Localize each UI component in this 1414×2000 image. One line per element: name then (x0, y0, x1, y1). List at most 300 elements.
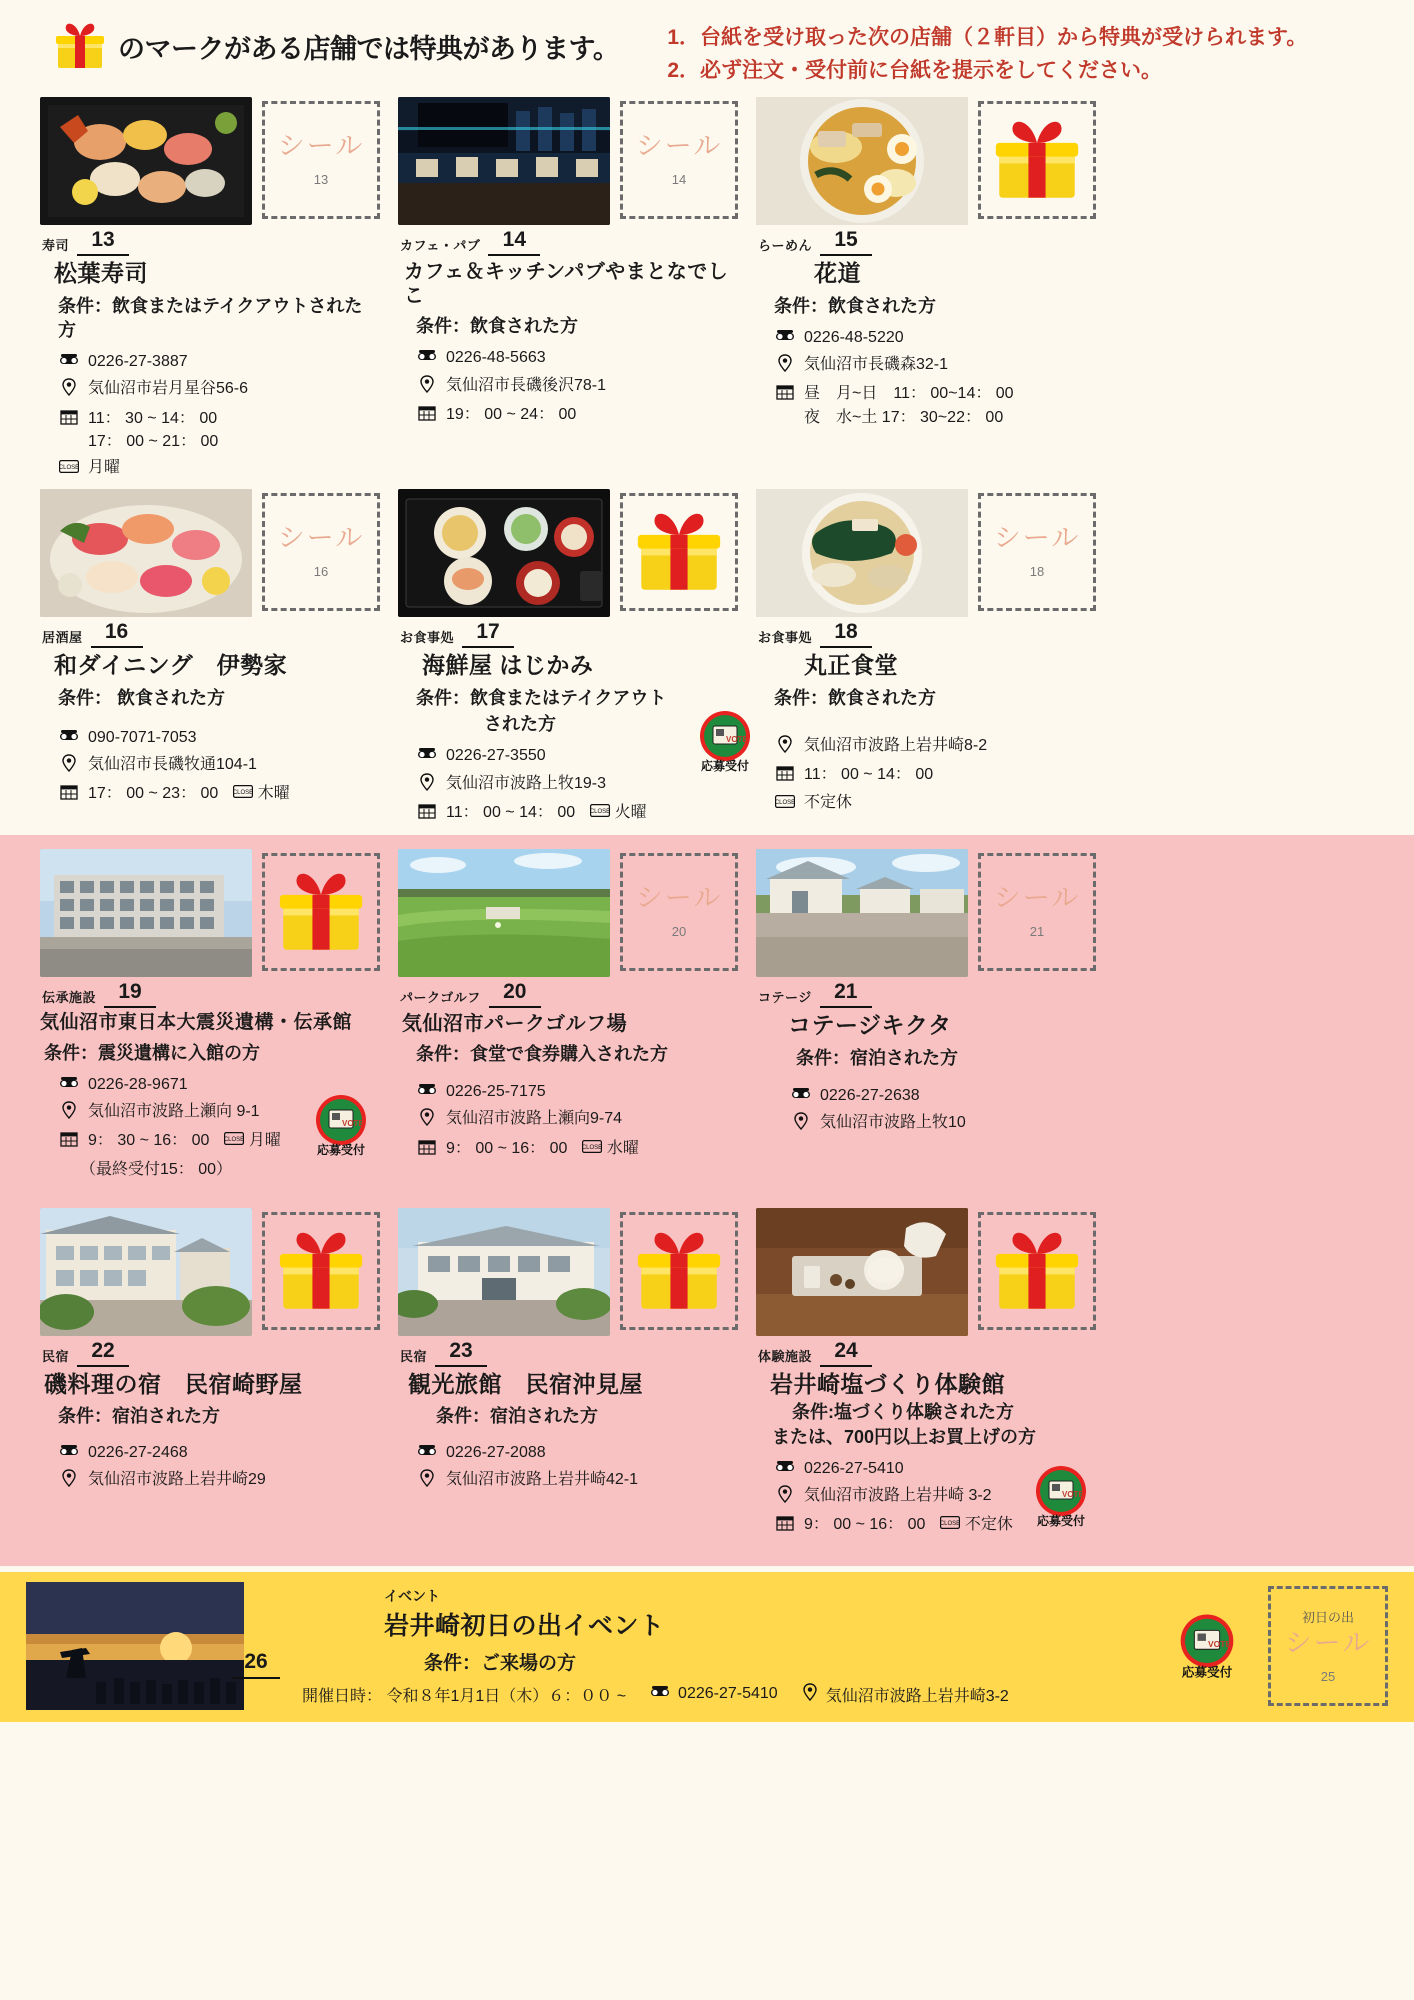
event-seal-label: シール (1284, 1628, 1372, 1659)
shop-category: 体験施設 (758, 1348, 813, 1364)
shop-closed: 不定休 (804, 794, 853, 812)
shop-closed: 木曜 (257, 785, 290, 803)
shop-number: 21 (834, 979, 858, 1003)
shop-tel-row (416, 744, 732, 768)
shop-condition: 条件：飲食された方 (416, 316, 578, 337)
shop-category: 民宿 (42, 1348, 70, 1364)
shop-hours (804, 382, 1090, 428)
event-address-row (802, 1683, 1009, 1706)
shop-number: 23 (449, 1338, 473, 1362)
shop-photo-minshuku-sakinoya (40, 1208, 252, 1336)
vote-badge (1024, 1456, 1098, 1535)
telephone-icon (416, 1080, 438, 1104)
shop-media (398, 1208, 732, 1336)
shop-media (756, 97, 1090, 225)
shop-row-2 (28, 489, 1386, 829)
shop-numline (756, 1340, 1090, 1367)
seal-label: シール (277, 523, 365, 554)
shop-address: 気仙沼市波路上牧10 (820, 1114, 966, 1132)
close-icon (224, 1129, 244, 1152)
gift-slot-15 (978, 101, 1096, 219)
seal-number: 18 (1029, 564, 1045, 580)
gift-icon (273, 864, 369, 960)
seal-label: シール (277, 131, 365, 162)
shop-hours: 9： 00 ~ 16： 00 (804, 1516, 926, 1534)
gift-slot-19 (262, 853, 380, 971)
shop-name: 磯料理の宿 民宿崎野屋 (44, 1370, 303, 1397)
shop-tel-row (416, 1080, 732, 1104)
event-tel-row (650, 1685, 778, 1704)
shop-category: 民宿 (400, 1348, 428, 1364)
shop-category: お食事処 (400, 630, 455, 646)
shop-row-3 (28, 849, 1386, 1184)
shop-info (790, 1084, 1090, 1137)
telephone-icon (790, 1084, 812, 1108)
shop-media (40, 489, 374, 617)
shop-name: コテージキクタ (788, 1011, 952, 1038)
gift-icon (631, 504, 727, 600)
shop-address-row (58, 753, 374, 779)
shop-tel-row (790, 1084, 1090, 1108)
shop-hours-row (774, 763, 1090, 788)
event-details (258, 1586, 1154, 1706)
shop-category: パークゴルフ (400, 989, 481, 1005)
telephone-icon (58, 350, 80, 374)
section-pink (0, 835, 1414, 1566)
header-note-2: 2．必ず注文・受付前に台紙を提示をしてください。 (667, 58, 1163, 82)
map-pin-icon (58, 1100, 80, 1126)
event-bottom-row (302, 1683, 1154, 1706)
shop-hours-row (416, 1137, 732, 1162)
shop-number: 15 (834, 228, 858, 252)
shop-address-row (58, 377, 374, 403)
calendar-icon (774, 1513, 796, 1538)
shop-name: 海鮮屋 はじかみ (422, 652, 594, 679)
seal-slot-16 (262, 493, 380, 611)
shop-hours-line: 昼 月~日 11： 00~14： 00 (804, 385, 1014, 403)
shop-tel-row (58, 1441, 374, 1465)
shop-number: 13 (91, 228, 115, 252)
event-numline (232, 1650, 280, 1679)
svg-text:CLOSE: CLOSE (232, 790, 253, 797)
shop-hours-row (416, 801, 732, 826)
shop-hours: 9： 00 ~ 16： 00 (446, 1139, 568, 1157)
shop-closed: 不定休 (964, 1516, 1013, 1534)
map-pin-icon (416, 1107, 438, 1133)
map-pin-icon (774, 734, 796, 760)
shop-tel: 0226-27-5410 (804, 1460, 904, 1477)
shop-info (416, 1441, 732, 1494)
event-number: 26 (244, 1649, 268, 1673)
shop-category: 伝承施設 (42, 989, 97, 1005)
seal-number: 13 (313, 172, 329, 188)
shop-card-15 (744, 97, 1102, 483)
shop-card-20 (386, 849, 744, 1184)
shop-category: お食事処 (758, 630, 813, 646)
shop-info (58, 1441, 374, 1494)
shop-closed-row (774, 791, 1090, 815)
shop-tel: 0226-48-5220 (804, 328, 904, 346)
svg-text:応募受付: 応募受付 (1036, 1513, 1086, 1528)
shop-tel-row (416, 346, 732, 370)
telephone-icon (650, 1685, 670, 1704)
shop-card-23 (386, 1208, 744, 1542)
map-pin-icon (58, 377, 80, 403)
shop-hours-note: （最終受付15： 00） (80, 1160, 233, 1178)
gift-icon (989, 112, 1085, 208)
shop-hours-row (58, 782, 374, 807)
shop-condition-2: された方 (484, 714, 556, 735)
shop-photo-salt-making (756, 1208, 968, 1336)
shop-photo-dark-bar (398, 97, 610, 225)
shop-media (40, 1208, 374, 1336)
telephone-icon (58, 1073, 80, 1097)
close-icon (590, 801, 610, 824)
shop-numline (398, 229, 732, 256)
shop-category: コテージ (758, 989, 812, 1005)
shop-info (58, 726, 374, 808)
shop-address: 気仙沼市波路上岩井崎29 (88, 1470, 266, 1488)
map-pin-icon (790, 1111, 812, 1137)
svg-text:VOTE: VOTE (342, 1118, 364, 1128)
shop-condition: 条件：食堂で食券購入された方 (416, 1043, 668, 1064)
shop-hours: 11： 00 ~ 14： 00 (804, 766, 934, 784)
seal-slot-14 (620, 101, 738, 219)
shop-category: 居酒屋 (42, 630, 83, 646)
shop-condition: 条件:塩づくり体験された方 (792, 1402, 1014, 1423)
shop-number: 17 (476, 620, 500, 644)
shop-address: 気仙沼市長磯後沢78-1 (446, 376, 607, 394)
telephone-icon (774, 1457, 796, 1481)
vote-badge (1168, 1604, 1246, 1687)
calendar-icon (774, 763, 796, 788)
svg-text:VOTE: VOTE (1062, 1489, 1084, 1499)
gift-icon (52, 18, 108, 74)
seal-label: シール (993, 882, 1081, 913)
shop-media (40, 97, 374, 225)
shop-numline (756, 621, 1090, 648)
shop-photo-okimiya (398, 1208, 610, 1336)
shop-name: 和ダイニング 伊勢家 (54, 652, 288, 679)
shop-hours: 11： 00 ~ 14： 00 (446, 803, 576, 821)
shop-tel: 0226-27-3887 (88, 353, 188, 371)
page-header (0, 0, 1414, 97)
shop-photo-cottage (756, 849, 968, 977)
shop-condition: 条件：宿泊された方 (796, 1047, 958, 1068)
event-photo-sunrise-silhouette (26, 1582, 244, 1710)
shop-address-row (790, 1111, 1090, 1137)
telephone-icon (58, 1441, 80, 1465)
shop-hours-row (58, 407, 374, 453)
shop-number: 16 (104, 620, 129, 644)
shop-name: 丸正食堂 (804, 652, 898, 679)
shop-tel-row (58, 350, 374, 374)
shop-address: 気仙沼市岩月星谷56-6 (88, 380, 249, 398)
shop-number: 19 (118, 979, 142, 1003)
shop-address: 気仙沼市波路上瀬向 9-1 (88, 1103, 260, 1121)
shop-photo-kaisen-set (398, 489, 610, 617)
gift-icon (989, 1223, 1085, 1319)
seal-slot-13 (262, 101, 380, 219)
shop-address-row (416, 772, 732, 798)
shop-address: 気仙沼市長磯牧通104-1 (88, 756, 257, 774)
shop-card-13 (28, 97, 386, 483)
event-tel: 0226-27-5410 (678, 1685, 778, 1703)
header-note-1: 1．台紙を受け取った次の店舗（２軒目）から特典が受けられます。 (667, 26, 1308, 49)
shop-address-row (58, 1468, 374, 1494)
shop-card-16 (28, 489, 386, 829)
shop-hours: 17： 00 ~ 23： 00 (88, 785, 219, 803)
gift-slot-22 (262, 1212, 380, 1330)
shop-address: 気仙沼市波路上岩井崎42-1 (446, 1470, 639, 1488)
shop-info (58, 350, 374, 480)
seal-label: シール (635, 882, 723, 913)
shop-numline (40, 229, 374, 256)
telephone-icon (416, 744, 438, 768)
close-icon (58, 456, 80, 480)
shop-numline (398, 621, 732, 648)
shop-photo-school-building (40, 849, 252, 977)
shop-photo-sushi-platter (40, 97, 252, 225)
shop-condition: 条件：宿泊された方 (58, 1406, 220, 1427)
svg-text:VOTE: VOTE (1208, 1639, 1231, 1650)
header-notes (637, 18, 1386, 87)
shop-address: 気仙沼市長磯森32-1 (804, 356, 949, 374)
shop-tel: 0226-27-2468 (88, 1443, 188, 1461)
map-pin-icon (416, 1468, 438, 1494)
shop-closed: 月曜 (248, 1132, 281, 1150)
shop-info (416, 346, 732, 428)
shop-address-row (774, 353, 1090, 379)
shop-tel-row (416, 1441, 732, 1465)
svg-text:CLOSE: CLOSE (775, 800, 795, 807)
shop-media (756, 489, 1090, 617)
event-address: 気仙沼市波路上岩井崎3-2 (825, 1687, 1009, 1705)
shop-photo-ramen-bowl (756, 97, 968, 225)
shop-card-14 (386, 97, 744, 483)
shop-hours: 19： 00 ~ 24： 00 (446, 405, 577, 423)
seal-number: 21 (1029, 923, 1045, 939)
shop-tel: 090-7071-7053 (88, 729, 197, 747)
calendar-icon (58, 1129, 80, 1154)
map-pin-icon (774, 353, 796, 379)
shop-name: 岩井崎塩づくり体験館 (770, 1370, 1005, 1397)
shop-number: 18 (834, 620, 858, 644)
shop-closed: 水曜 (606, 1139, 639, 1157)
shop-media (398, 489, 732, 617)
telephone-icon (774, 326, 796, 350)
shop-address: 気仙沼市波路上岩井崎8-2 (804, 737, 988, 755)
seal-slot-20 (620, 853, 738, 971)
shop-condition: 条件：宿泊された方 (436, 1406, 598, 1427)
shop-address-row (774, 734, 1090, 760)
gift-icon (631, 1223, 727, 1319)
telephone-icon (58, 726, 80, 750)
shop-tel-row (774, 326, 1090, 350)
shop-address-row (416, 374, 732, 400)
event-category: イベント (384, 1587, 440, 1604)
map-pin-icon (58, 1468, 80, 1494)
seal-number: 16 (313, 564, 329, 580)
svg-text:応募受付: 応募受付 (1181, 1665, 1233, 1680)
shop-media (398, 849, 732, 977)
gift-slot-17 (620, 493, 738, 611)
seal-slot-18 (978, 493, 1096, 611)
shop-tel: 0226-25-7175 (446, 1083, 546, 1101)
calendar-icon (58, 407, 80, 432)
shop-name: 松葉寿司 (54, 260, 148, 287)
shop-name: 気仙沼市東日本大震災遺構・伝承館 (40, 1011, 353, 1033)
event-title: 岩井崎初日の出イベント (384, 1611, 665, 1640)
vote-badge (304, 1085, 378, 1164)
shop-hours-line: 17： 00 ~ 21： 00 (88, 432, 219, 450)
shop-tel: 0226-28-9671 (88, 1076, 188, 1094)
event-condition: 条件：ご来場の方 (424, 1652, 577, 1674)
seal-slot-21 (978, 853, 1096, 971)
shop-photo-wakame-ramen (756, 489, 968, 617)
shop-media (756, 1208, 1090, 1336)
shop-info (416, 744, 732, 826)
svg-text:応募受付: 応募受付 (700, 759, 750, 774)
shop-info (416, 1080, 732, 1162)
event-datetime: 開催日時： 令和８年1月1日（木）６：００ ~ (302, 1687, 627, 1705)
shop-hours (88, 407, 374, 453)
telephone-icon (416, 1441, 438, 1465)
svg-text:CLOSE: CLOSE (59, 464, 79, 471)
shop-address-row (416, 1107, 732, 1133)
shop-card-21 (744, 849, 1102, 1184)
shop-name: 観光旅館 民宿沖見屋 (408, 1370, 643, 1397)
shop-condition: 条件：飲食またはテイクアウト (416, 687, 667, 708)
shop-hours-line: 夜 水~土 17： 30~22： 00 (804, 408, 1004, 426)
close-icon (774, 791, 796, 815)
shop-numline (398, 981, 732, 1008)
shop-media (398, 97, 732, 225)
telephone-icon (416, 346, 438, 370)
header-lead-text: のマークがある店舗では特典があります。 (118, 33, 620, 64)
shop-numline (398, 1340, 732, 1367)
shop-photo-sashimi-platter (40, 489, 252, 617)
seal-number: 14 (671, 172, 687, 188)
shop-info (774, 734, 1090, 816)
shop-media (40, 849, 374, 977)
event-seal-slot (1268, 1586, 1388, 1706)
event-seal-caption: 初日の出 (1301, 1610, 1354, 1626)
shop-closed: 火曜 (614, 803, 647, 821)
gift-slot-24 (978, 1212, 1096, 1330)
shop-card-22 (28, 1208, 386, 1542)
shop-closed-row (58, 456, 374, 480)
svg-text:CLOSE: CLOSE (939, 1521, 960, 1528)
section-cream (0, 97, 1414, 829)
shop-numline (40, 621, 374, 648)
close-icon (582, 1137, 602, 1160)
shop-address: 気仙沼市波路上牧19-3 (446, 774, 607, 792)
shop-condition: 条件：震災遺構に入館の方 (44, 1042, 260, 1063)
shop-hours-row (774, 382, 1090, 428)
shop-numline (40, 981, 374, 1008)
map-pin-icon (58, 753, 80, 779)
shop-photo-golf-course (398, 849, 610, 977)
shop-numline (756, 981, 1090, 1008)
shop-number: 22 (91, 1338, 115, 1362)
shop-card-24 (744, 1208, 1102, 1542)
shop-card-18 (744, 489, 1102, 829)
shop-name: 花道 (814, 260, 861, 287)
shop-name: カフェ＆キッチンパブやまとなでしこ (404, 261, 729, 308)
seal-number: 20 (671, 923, 687, 939)
calendar-icon (416, 1137, 438, 1162)
shop-tel: 0226-27-3550 (446, 747, 546, 765)
shop-name: 気仙沼市パークゴルフ場 (402, 1012, 628, 1035)
close-icon (233, 782, 253, 805)
shop-numline (40, 1340, 374, 1367)
shop-card-19 (28, 849, 386, 1184)
event-seal-number: 25 (1320, 1669, 1336, 1685)
shop-category: カフェ・パブ (400, 238, 481, 254)
svg-text:応募受付: 応募受付 (316, 1142, 366, 1157)
shop-numline (756, 229, 1090, 256)
shop-tel: 0226-27-2638 (820, 1086, 920, 1104)
header-lead (52, 18, 619, 74)
map-pin-icon (774, 1484, 796, 1510)
shop-condition-2: または、700円以上お買上げの方 (772, 1426, 1037, 1447)
shop-condition: 条件：飲食された方 (774, 687, 936, 708)
shop-row-1 (28, 97, 1386, 483)
shop-address: 気仙沼市波路上瀬向9-74 (446, 1110, 623, 1128)
svg-text:CLOSE: CLOSE (589, 808, 610, 815)
calendar-icon (58, 782, 80, 807)
gift-icon (273, 1223, 369, 1319)
shop-number: 20 (503, 979, 527, 1003)
seal-label: シール (993, 523, 1081, 554)
calendar-icon (774, 382, 796, 407)
gift-slot-23 (620, 1212, 738, 1330)
shop-hours: 9： 30 ~ 16： 00 (88, 1132, 210, 1150)
shop-info (774, 326, 1090, 429)
shop-condition: 条件：飲食またはテイクアウトされた方 (58, 295, 363, 340)
shop-condition: 条件：飲食された方 (774, 295, 936, 316)
shop-condition: 条件： 飲食された方 (58, 687, 226, 708)
shop-tel: 0226-27-2088 (446, 1443, 546, 1461)
calendar-icon (416, 403, 438, 428)
shop-media (756, 849, 1090, 977)
event-strip (0, 1572, 1414, 1722)
shop-tel: 0226-48-5663 (446, 349, 546, 367)
seal-label: シール (635, 131, 723, 162)
shop-closed: 月曜 (88, 459, 121, 477)
shop-number: 24 (834, 1338, 858, 1362)
svg-text:CLOSE: CLOSE (581, 1144, 602, 1151)
shop-hours-line: 11： 30 ~ 14： 00 (88, 409, 218, 427)
shop-address-row (416, 1468, 732, 1494)
map-pin-icon (802, 1683, 818, 1706)
shop-address: 気仙沼市波路上岩井崎 3-2 (804, 1487, 992, 1505)
calendar-icon (416, 801, 438, 826)
close-icon (940, 1513, 960, 1536)
shop-number: 14 (502, 228, 527, 252)
map-pin-icon (416, 772, 438, 798)
svg-text:VOTE: VOTE (726, 735, 748, 745)
shop-row-4 (28, 1208, 1386, 1542)
shop-category: 寿司 (42, 238, 70, 254)
svg-text:CLOSE: CLOSE (223, 1137, 244, 1144)
shop-card-17 (386, 489, 750, 829)
shop-hours-row (416, 403, 732, 428)
shop-tel-row (58, 726, 374, 750)
map-pin-icon (416, 374, 438, 400)
shop-category: らーめん (758, 238, 813, 254)
